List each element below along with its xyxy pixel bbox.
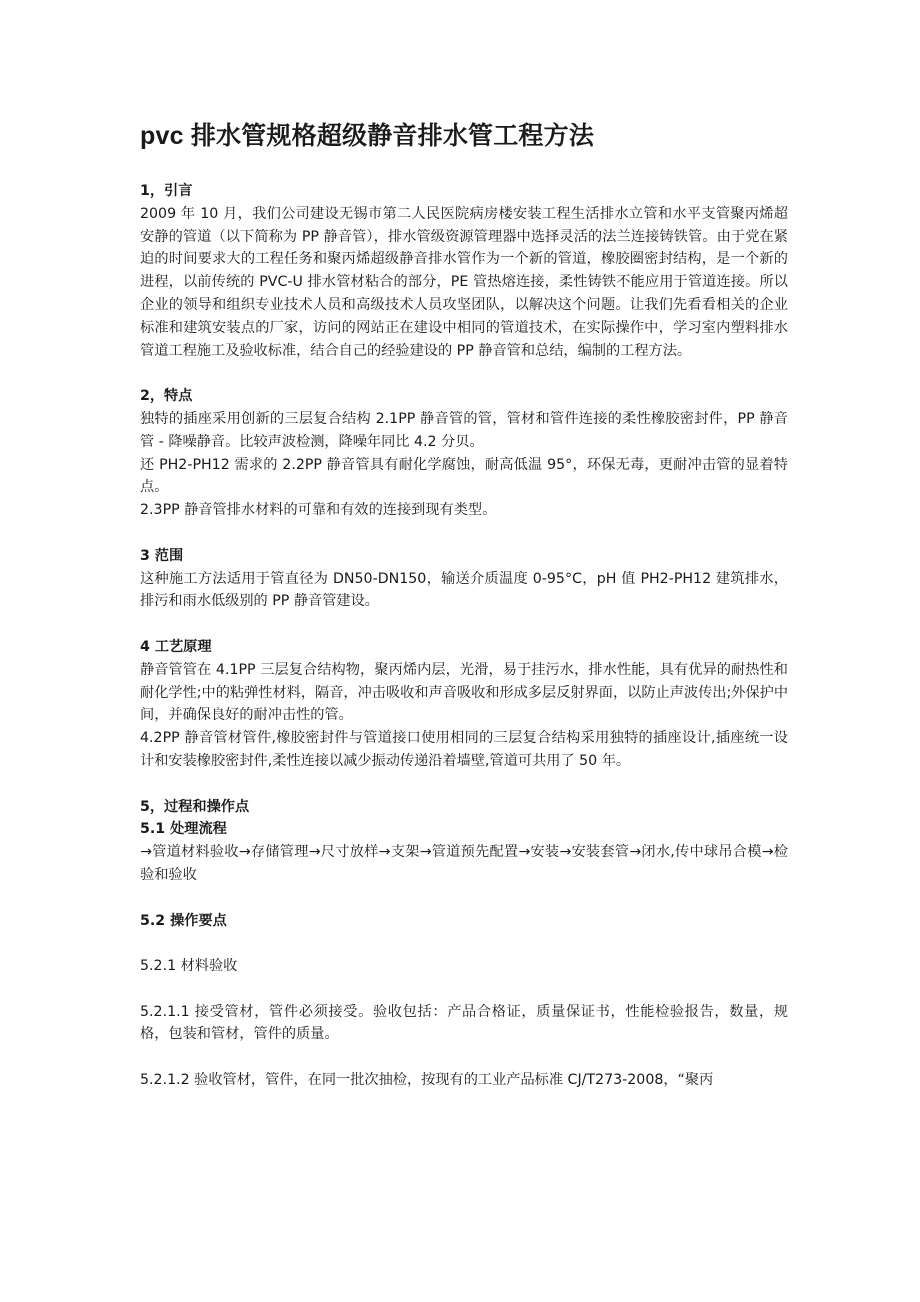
paragraph: 2.3PP 静音管排水材料的可靠和有效的连接到现有类型。 bbox=[140, 502, 497, 519]
paragraph: 静音管管在 4.1PP 三层复合结构物，聚丙烯内层，光滑，易于挂污水，排水性能，具有优异的耐热性和耐化学性;中的粘弹性材料，隔音，冲击吸收和声音吸收和形成多层反射界面，以防止声波传出;外保护中间，并确保良好的耐冲击性的管。 bbox=[140, 661, 789, 724]
paragraph: 独特的插座采用创新的三层复合结构 2.1PP 静音管的管，管材和管件连接的柔性橡胶密封件，PP 静音管 - 降噪静音。比较声波检测，降噪年同比 4.2 分贝。 bbox=[140, 410, 788, 450]
section-introduction bbox=[140, 180, 788, 362]
document-page bbox=[140, 118, 788, 1115]
subsection-title: 5.2.1 材料验收 bbox=[140, 958, 238, 975]
paragraph: 5.2.1.2 验收管材，管件，在同一批次抽检，按现有的工业产品标准 CJ/T273-2008，“聚丙 bbox=[140, 1072, 714, 1089]
subsection-heading: 5.1 处理流程 bbox=[140, 821, 227, 838]
paragraph: 还 PH2-PH12 需求的 2.2PP 静音管具有耐化学腐蚀，耐高低温 95°，环保无毒，更耐冲击管的显着特点。 bbox=[140, 456, 788, 496]
section-features bbox=[140, 385, 788, 522]
section-principle bbox=[140, 636, 788, 773]
paragraph: 4.2PP 静音管材管件,橡胶密封件与管道接口使用相同的三层复合结构采用独特的插座设计,插座统一设计和安装橡胶密封件,柔性连接以减少振动传递沿着墙壁,管道可共用了 50 年。 bbox=[140, 730, 788, 769]
section-process bbox=[140, 796, 788, 1092]
paragraph: 2009 年 10 月，我们公司建设无锡市第二人民医院病房楼安装工程生活排水立管和水平支管聚丙烯超安静的管道（以下简称为 PP 静音管），排水管级资源管理器中选择灵活的法兰连接铸铁管。由于党在紧迫的时间要求大的工程任务和聚丙烯超级静音排水管作为一个新的管道，橡胶圈密封结构，是一个新的进程，以前传统的 PVC-U 排水管材粘合的部分，PE 管热熔连接，柔性铸铁不能应用于管道连接。所以企业的领导和组织专业技术人员和高级技术人员攻坚团队，以解决这个问题。让我们先看看相关的企业标准和建筑安装点的厂家，访问的网站正在建设中相同的管道技术，在实际操作中，学习室内塑料排水管道工程施工及验收标准，结合自己的经验建设的 PP 静音管和总结，编制的工程方法。 bbox=[140, 205, 788, 359]
process-flow: →管道材料验收→存储管理→尺寸放样→支架→管道预先配置→安装→安装套管→闭水,传中球吊合模→检验和验收 bbox=[140, 844, 788, 883]
document-title: pvc 排水管规格超级静音排水管工程方法 bbox=[140, 122, 595, 150]
paragraph: 这种施工方法适用于管直径为 DN50-DN150，输送介质温度 0-95°C，pH 值 PH2-PH12 建筑排水，排污和雨水低级别的 PP 静音管建设。 bbox=[140, 570, 788, 610]
subsection-heading: 5.2 操作要点 bbox=[140, 912, 227, 929]
section-scope bbox=[140, 545, 788, 613]
section-heading: 4 工艺原理 bbox=[140, 638, 212, 655]
section-heading: 2，特点 bbox=[140, 388, 193, 405]
section-heading: 5，过程和操作点 bbox=[140, 798, 250, 815]
section-heading: 3 范围 bbox=[140, 547, 184, 564]
section-heading: 1，引言 bbox=[140, 183, 193, 199]
paragraph: 5.2.1.1 接受管材，管件必须接受。验收包括：产品合格证，质量保证书，性能检验报告，数量，规格，包装和管材，管件的质量。 bbox=[140, 1003, 788, 1043]
